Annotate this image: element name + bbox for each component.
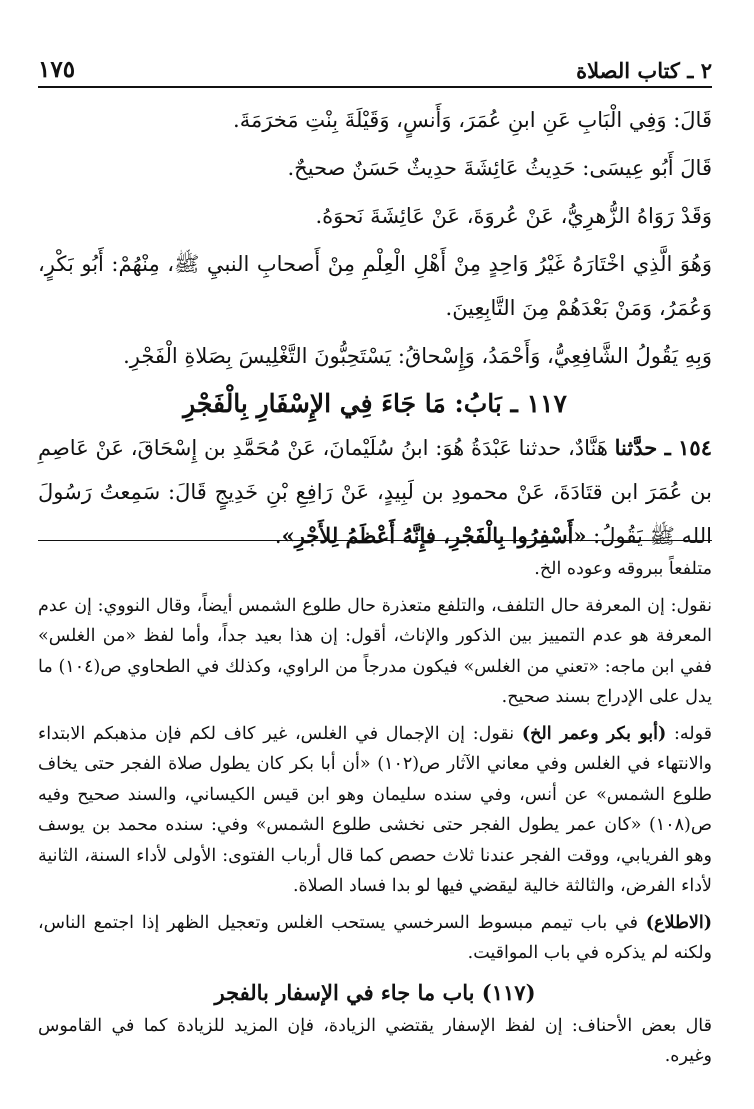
- footnotes: [38, 554, 712, 1072]
- footnote-rule: [38, 540, 712, 541]
- main-paragraph: وَهُوَ الَّذِي اخْتَارَهُ غَيْرُ وَاحِدٍ مِنْ أَهْلِ الْعِلْمِ مِنْ أَصحابِ النبيِ ﷺ، مِنْهُمْ: أَبُو بَكْرٍ، وَعُمَرُ، وَمَنْ بَعْدَهُمْ مِنَ التَّابِعِينَ.: [38, 252, 712, 320]
- hadith-paragraph: [38, 426, 712, 558]
- header-rule: [38, 86, 712, 88]
- note-paragraph: قال بعض الأحناف: إن لفظ الإسفار يقتضي الزيادة، فإن المزيد للزيادة كما في القاموس وغيره.: [38, 1015, 712, 1066]
- main-paragraph: وَقَدْ رَوَاهُ الزُّهرِيُّ، عَنْ عُروَةَ، عَنْ عَائِشَةَ نَحوَهُ.: [315, 204, 712, 228]
- note-paragraph: متلفعاً ببروقه وعوده الخ.: [534, 559, 712, 579]
- page-number: ١٧٥: [38, 56, 76, 83]
- hadith-number: ١٥٤ ـ حدَّثنا: [614, 435, 712, 460]
- hadith-quote: «أَسْفِرُوا بِالْفَجْرِ، فإِنَّهُ أَعْظَمُ لِلأَجْرِ»: [281, 523, 587, 548]
- main-paragraph: وَبِهِ يَقُولُ الشَّافِعِيُّ، وَأَحْمَدُ، وَإِسْحاقُ: يَسْتَحِبُّونَ التَّغْلِيسَ بِصَلاةِ الْفَجْرِ.: [123, 344, 712, 368]
- main-text: [38, 98, 712, 558]
- note-heading: (أبو بكر وعمر الخ): [521, 723, 667, 744]
- hadith-text: هَنَّادٌ، حدثنا عَبْدَةُ هُوَ: ابنُ سُلَيْمانَ، عَنْ مُحَمَّدِ بن إِسْحَاقَ، عَنْ عَاصِمِ بن عُمَرَ ابن قتَادَةَ، عَنْ محمودِ بن لَبِيدٍ، عَنْ رَافِعِ بْنِ خَدِيجٍ قَالَ: سَمِعتُ رَسُولَ الله ﷺ يَقُولُ:: [38, 436, 712, 548]
- chapter-title: ١١٧ ـ بَابُ: مَا جَاءَ فِي الإِسْفَارِ بِالْفَجْرِ: [183, 389, 567, 418]
- note-lead: قوله:: [666, 723, 712, 744]
- note-text: في باب تيمم مبسوط السرخسي يستحب الغلس وتعجيل الظهر إذا اجتمع الناس، ولكنه لم يذكره في باب المواقيت.: [38, 912, 712, 963]
- running-title: ٢ ـ كتاب الصلاة: [576, 58, 712, 83]
- notes-chapter-title: (١١٧) باب ما جاء في الإسفار بالفجر: [214, 979, 536, 1005]
- hadith-end: .: [274, 524, 282, 548]
- note-paragraph: نقول: إن المعرفة حال التلفف، والتلفع متعذرة حال طلوع الشمس أيضاً، وقال النووي: إن عدم المعرفة هو عدم التمييز بين الذكور والإناث، أقول: إن هذا بعيد جداً، وأما لفظ «من الغلس» ففي ابن ماجه: «تعني من الغلس» فيكون مدرجاً من الراوي، وكذلك في الطحاوي ص(١٠٤) ما يدل على الإدراج بسند صحيح.: [38, 595, 712, 707]
- note-heading: (الاطلاع): [645, 912, 712, 933]
- note-paragraph: [38, 719, 712, 902]
- page-header: [38, 52, 712, 88]
- note-paragraph: [38, 908, 712, 969]
- note-text: نقول: إن الإجمال في الغلس، غير كاف لكم فإن مذهبكم الابتداء والانتهاء في الغلس وفي معاني الآثار ص(١٠٢) «أن أبا بكر كان يطول صلاة الفجر حتى يخاف طلوع الشمس» عن أنس، وفي سنده سليمان وهو ابن قيس الكيساني، والسند صحيح وفيه ص(١٠٨) «كان عمر يطول الفجر حتى نخشى طلوع الشمس» وفي: سنده محمد بن يوسف وهو الفريابي، ووقت الفجر عندنا ثلاث حصص كما قال أرباب الفتوى: الأولى لأداء السنة، الثانية لأداء الفرض، والثالثة خالية ليقضي فيها لو بدا فساد الصلاة.: [38, 723, 712, 896]
- main-paragraph: قَالَ: وَفِي الْبَابِ عَنِ ابنِ عُمَرَ، وَأَنسٍ، وَقَيْلَةَ بِنْتِ مَخرَمَةَ.: [233, 108, 712, 132]
- main-paragraph: قَالَ أَبُو عِيسَى: حَدِيثُ عَائِشَةَ حدِيثٌ حَسَنٌ صحيحٌ.: [287, 156, 712, 180]
